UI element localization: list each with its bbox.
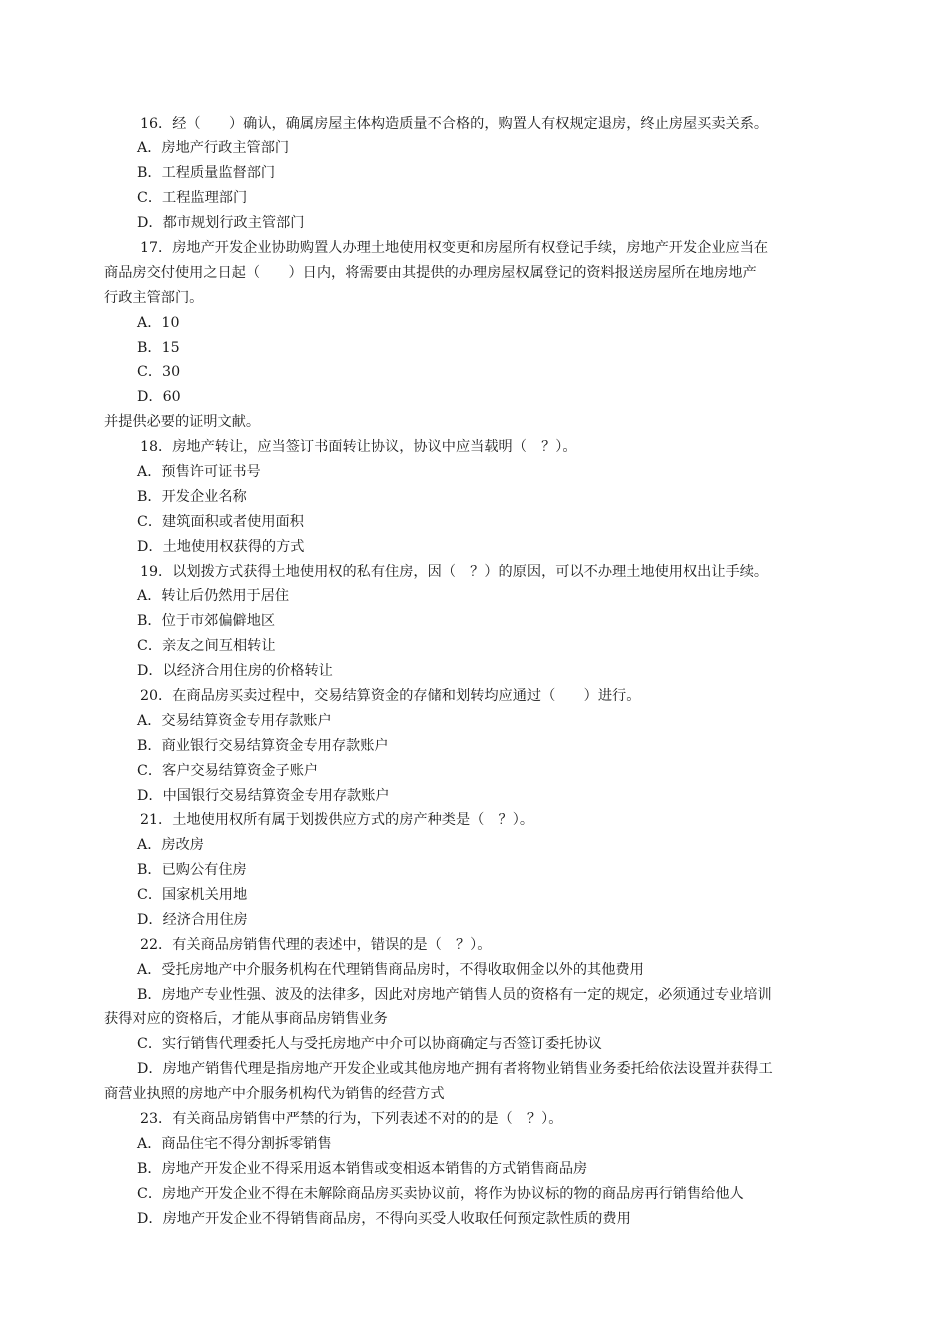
question-20-option-d: D．中国银行交易结算资金专用存款账户	[137, 788, 390, 804]
question-17-option-d: D．60	[137, 389, 181, 405]
question-22-option-c: C．实行销售代理委托人与受托房地产中介可以协商确定与否签订委托协议	[137, 1036, 602, 1052]
question-17-stem-line-3: 行政主管部门。	[104, 290, 204, 306]
question-19-option-c: C．亲友之间互相转让	[137, 638, 276, 654]
question-17-trailing-note: 并提供必要的证明文献。	[104, 414, 261, 430]
question-20-option-a: A．交易结算资金专用存款账户	[137, 713, 332, 729]
question-20-option-b: B．商业银行交易结算资金专用存款账户	[137, 738, 389, 754]
question-16-option-b: B．工程质量监督部门	[137, 165, 276, 181]
question-18-option-d: D．土地使用权获得的方式	[137, 539, 305, 555]
question-20-stem: 20．在商品房买卖过程中，交易结算资金的存储和划转均应通过（ ）进行。	[140, 688, 641, 704]
question-16-option-c: C．工程监理部门	[137, 190, 248, 206]
question-19-option-a: A．转让后仍然用于居住	[137, 588, 290, 604]
question-23-option-b: B．房地产开发企业不得采用返本销售或变相返本销售的方式销售商品房	[137, 1161, 588, 1177]
question-21-stem: 21．土地使用权所有属于划拨供应方式的房产种类是（ ？）。	[140, 812, 535, 828]
question-17-option-b: B．15	[137, 340, 180, 356]
question-18-option-c: C．建筑面积或者使用面积	[137, 514, 304, 530]
question-16-option-a: A．房地产行政主管部门	[137, 140, 290, 156]
question-19-stem: 19．以划拨方式获得土地使用权的私有住房，因（ ？）的原因，可以不办理土地使用权出让手续。	[140, 564, 769, 580]
question-18-option-b: B．开发企业名称	[137, 489, 247, 505]
question-23-option-c: C．房地产开发企业不得在未解除商品房买卖协议前，将作为协议标的物的商品房再行销售给他人	[137, 1186, 744, 1202]
question-22-option-b-line-1: B．房地产专业性强、波及的法律多，因此对房地产销售人员的资格有一定的规定，必须通过专业培训	[137, 987, 772, 1003]
question-21-option-a: A．房改房	[137, 837, 204, 853]
question-17-stem-line-1: 17．房地产开发企业协助购置人办理土地使用权变更和房屋所有权登记手续，房地产开发企业应当在	[140, 240, 769, 256]
question-17-option-c: C．30	[137, 364, 181, 380]
question-23-option-a: A．商品住宅不得分割拆零销售	[137, 1136, 332, 1152]
question-20-option-c: C．客户交易结算资金子账户	[137, 763, 319, 779]
question-16-option-d: D．都市规划行政主管部门	[137, 215, 305, 231]
question-23-option-d: D．房地产开发企业不得销售商品房，不得向买受人收取任何预定款性质的费用	[137, 1211, 631, 1227]
question-22-stem: 22．有关商品房销售代理的表述中，错误的是（ ？）。	[140, 937, 492, 953]
question-18-stem: 18．房地产转让，应当签订书面转让协议，协议中应当载明（ ？）。	[140, 439, 577, 455]
question-17-option-a: A．10	[137, 315, 180, 331]
question-19-option-b: B．位于市郊偏僻地区	[137, 613, 276, 629]
question-21-option-c: C．国家机关用地	[137, 887, 248, 903]
question-16-stem: 16．经（ ）确认，确属房屋主体构造质量不合格的，购置人有权规定退房，终止房屋买卖关系。	[140, 116, 769, 132]
question-22-option-d-line-1: D．房地产销售代理是指房地产开发企业或其他房地产拥有者将物业销售业务委托给依法设置并获得工	[137, 1061, 773, 1077]
question-22-option-d-line-2: 商营业执照的房地产中介服务机构代为销售的经营方式	[104, 1086, 445, 1102]
question-21-option-d: D．经济合用住房	[137, 912, 248, 928]
question-22-option-b-line-2: 获得对应的资格后，才能从事商品房销售业务	[104, 1011, 388, 1027]
question-21-option-b: B．已购公有住房	[137, 862, 247, 878]
question-18-option-a: A．预售许可证书号	[137, 464, 261, 480]
question-19-option-d: D．以经济合用住房的价格转让	[137, 663, 333, 679]
question-23-stem: 23．有关商品房销售中严禁的行为，下列表述不对的的是（ ？）。	[140, 1111, 563, 1127]
question-22-option-a: A．受托房地产中介服务机构在代理销售商品房时，不得收取佣金以外的其他费用	[137, 962, 644, 978]
question-17-stem-line-2: 商品房交付使用之日起（ ）日内，将需要由其提供的办理房屋权属登记的资料报送房屋所在地房地产	[104, 265, 757, 281]
